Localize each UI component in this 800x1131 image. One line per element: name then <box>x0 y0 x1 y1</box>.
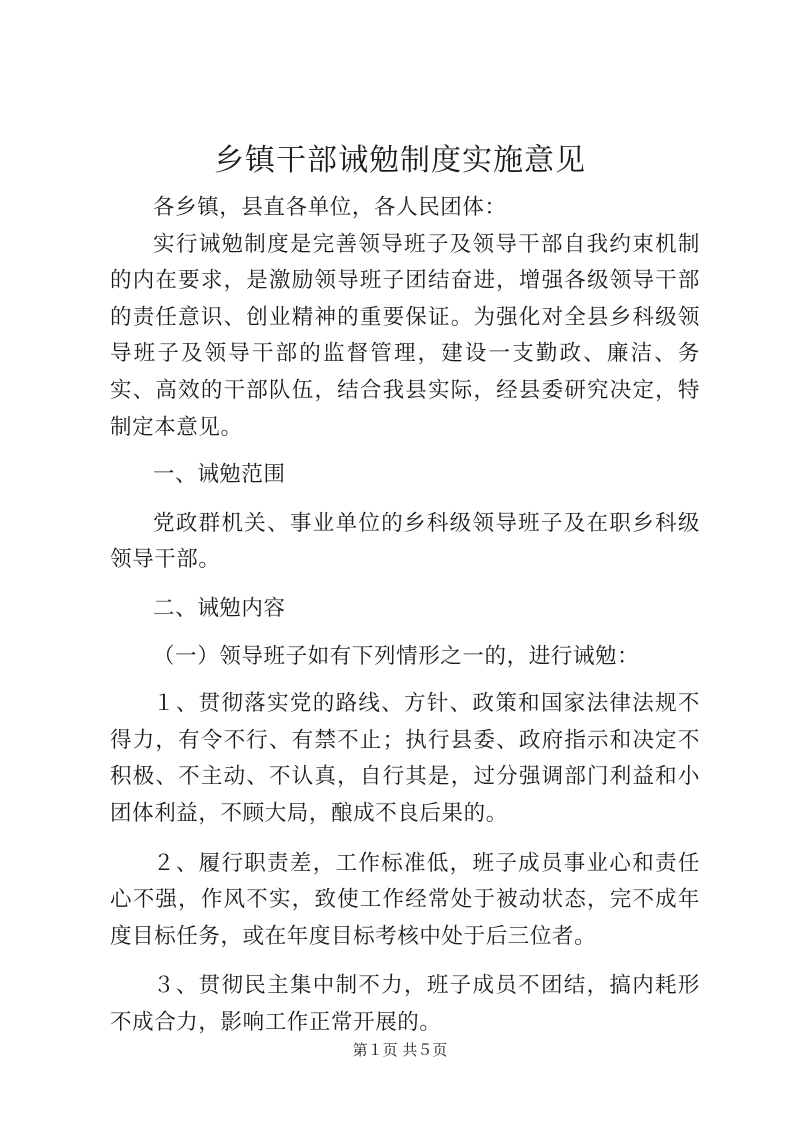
section-heading-scope: 一、诫勉范围 <box>153 462 286 488</box>
intro-paragraph: 实行诫勉制度是完善领导班子及领导干部自我约束机制的内在要求，是激励领导班子团结奋进，增强各级领导干部的责任意识、创业精神的重要保证。为强化对全县乡科级领导班子及领导干部的监督管理，建设一支勤政、廉洁、务实、高效的干部队伍，结合我县实际，经县委研究决定，特制定本意见。 <box>110 231 700 440</box>
page-footer: 第１页 共５页 <box>352 1041 448 1059</box>
item-paragraph-3: ３、贯彻民主集中制不力，班子成员不团结，搞内耗形不成合力，影响工作正常开展的。 <box>110 973 700 1035</box>
salutation: 各乡镇，县直各单位，各人民团体： <box>153 195 507 220</box>
subsection-heading-1: （一）领导班子如有下列情形之一的，进行诫勉： <box>153 643 640 669</box>
item-paragraph-1: １、贯彻落实党的路线、方针、政策和国家法律法规不得力，有令不行、有禁不止；执行县委、政府指示和决定不积极、不主动、不认真，自行其是，过分强调部门利益和小团体利益，不顾大局，酿成不良后果的。 <box>110 691 700 826</box>
item-paragraph-2: ２、履行职责差，工作标准低，班子成员事业心和责任心不强，作风不实，致使工作经常处于被动状态，完不成年度目标任务，或在年度目标考核中处于后三位者。 <box>110 850 700 949</box>
scope-paragraph: 党政群机关、事业单位的乡科级领导班子及在职乡科级领导干部。 <box>110 510 700 573</box>
section-heading-content: 二、诫勉内容 <box>153 595 286 621</box>
document-body <box>110 190 700 1041</box>
document-title: 乡镇干部诫勉制度实施意见 <box>214 143 586 178</box>
